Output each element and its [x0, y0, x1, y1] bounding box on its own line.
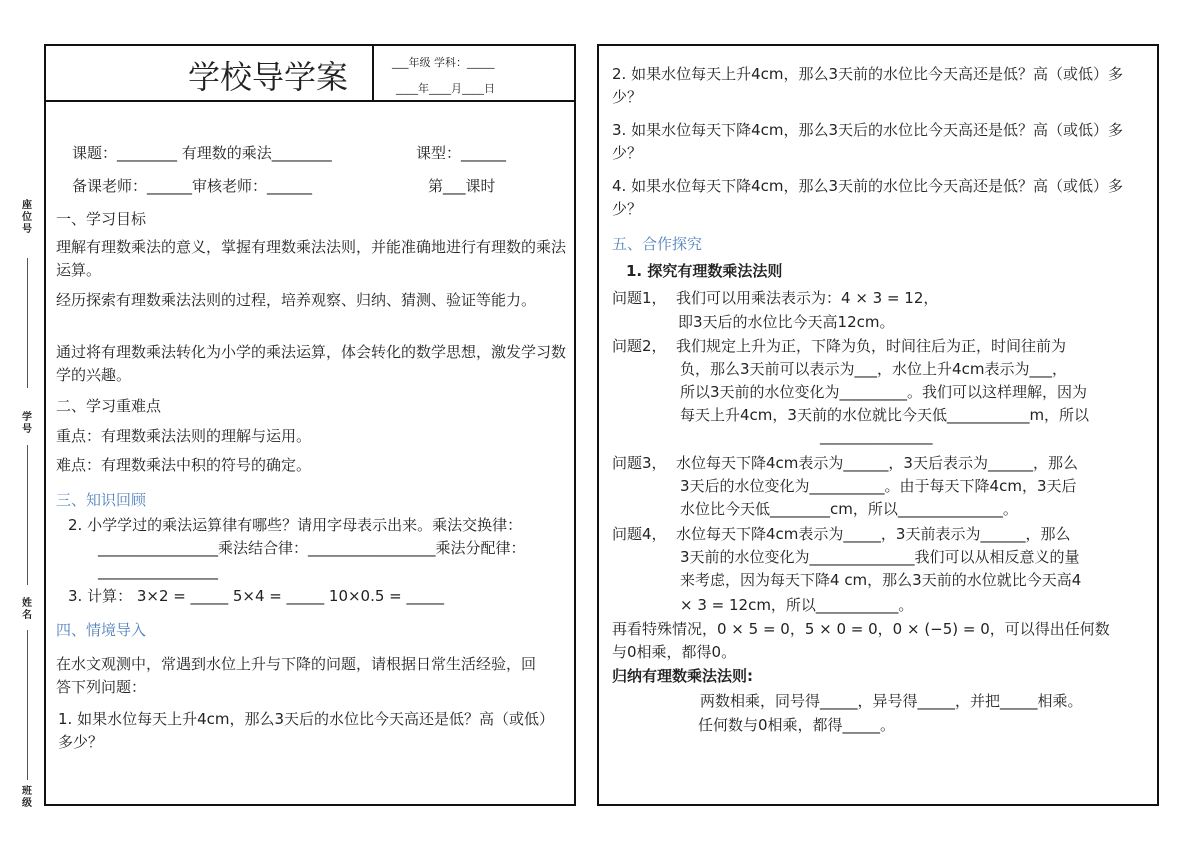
review-item-3: 3. 计算： 3×2 = _____ 5×4 = _____ 10×0.5 = _____ [68, 587, 445, 605]
problem-3-label: 问题3， [612, 454, 667, 472]
period-line: 第___课时 [428, 177, 496, 195]
date-line: ____年____月____日 [396, 82, 495, 95]
context-question-3: 3. 如果水位每天下降4cm，那么3天后的水位比今天高还是低？高（或低）多少？ [612, 121, 1124, 162]
problem-3-line-2: 3天后的水位变化为__________。由于每天下降4cm，3天后 [680, 477, 1077, 495]
topic-line: 课题：________ 有理数的乘法________ [72, 144, 332, 162]
rule-line-2: 任何数与0相乘，都得_____。 [698, 716, 896, 734]
goal-paragraph-2: 经历探索有理数乘法法则的过程，培养观察、归纳、猜测、验证等能力。 [56, 291, 537, 309]
class-label: 班级 [22, 786, 32, 809]
problem-2-line-2: 负，那么3天前可以表示为___，水位上升4cm表示为___， [680, 360, 1067, 378]
context-question-2: 2. 如果水位每天上升4cm，那么3天前的水位比今天高还是低？高（或低）多少？ [612, 65, 1124, 106]
lesson-type: 课型：______ [416, 144, 507, 162]
student-number-label: 学号 [22, 412, 32, 435]
problem-1-line-2: 即3天后的水位比今天高12cm。 [678, 313, 895, 331]
section-review-heading: 三、知识回顾 [56, 491, 147, 509]
header-divider [44, 100, 576, 102]
rule-heading: 归纳有理数乘法法则: [612, 667, 753, 685]
key-point: 重点：有理数乘法法则的理解与运用。 [56, 427, 312, 445]
problem-1-label: 问题1， [612, 289, 667, 307]
explore-subheading: 1. 探究有理数乘法法则 [626, 262, 783, 280]
margin-line [27, 630, 28, 780]
name-label: 姓名 [22, 598, 32, 621]
context-question-4: 4. 如果水位每天下降4cm，那么3天前的水位比今天高还是低？高（或低）多少？ [612, 177, 1124, 218]
problem-2-line-1: 我们规定上升为正，下降为负，时间往后为正，时间往前为 [676, 337, 1067, 355]
goal-paragraph-1: 理解有理数乘法的意义，掌握有理数乘法法则，并能准确地进行有理数的乘法运算。 [56, 238, 567, 279]
rule-line-1: 两数相乘，同号得_____，异号得_____，并把_____相乘。 [700, 692, 1083, 710]
problem-4-line-4: × 3 = 12cm，所以___________。 [680, 596, 914, 614]
problem-4-line-3: 来考虑，因为每天下降4 cm，那么3天前的水位就比今天高4 [680, 571, 1082, 589]
problem-3-line-1: 水位每天下降4cm表示为______，3天后表示为______，那么 [676, 454, 1078, 472]
problem-4-label: 问题4， [612, 525, 667, 543]
difficult-point: 难点：有理数乘法中积的符号的确定。 [56, 456, 312, 474]
header-vdivider [372, 44, 374, 102]
seat-number-label: 座位号 [22, 200, 32, 235]
margin-line [27, 445, 28, 585]
section-goals-heading: 一、学习目标 [56, 210, 147, 228]
problem-4-line-1: 水位每天下降4cm表示为_____，3天前表示为______，那么 [676, 525, 1071, 543]
context-question-1: 1. 如果水位每天上升4cm，那么3天后的水位比今天高还是低？高（或低）多少？ [58, 710, 547, 751]
grade-subject-line: ___年级 学科：_____ [392, 56, 495, 69]
problem-3-line-3: 水位比今天低________cm，所以______________。 [680, 500, 1018, 518]
section-context-heading: 四、情境导入 [56, 621, 147, 639]
problem-2-line-3: 所以3天前的水位变化为_________。我们可以这样理解，因为 [680, 383, 1088, 401]
problem-2-line-5: _______________ [820, 427, 933, 445]
margin-line [27, 258, 28, 388]
review-item-2: 2. 小学学过的乘法运算律有哪些？请用字母表示出来。乘法交换律：________________乘法结合律：_________________乘法分配律：________________ [68, 516, 526, 580]
context-intro: 在水文观测中，常遇到水位上升与下降的问题，请根据日常生活经验，回答下列问题： [56, 655, 537, 696]
problem-4-line-2: 3天前的水位变化为______________我们可以从相反意义的量 [680, 548, 1080, 566]
teachers-line: 备课老师：______审核老师：______ [72, 177, 313, 195]
section-key-heading: 二、学习重难点 [56, 397, 162, 415]
school-title: 学校导学案 [188, 58, 349, 96]
section-explore-heading: 五、合作探究 [612, 235, 703, 253]
problem-1-line-1: 我们可以用乘法表示为：4 × 3 = 12， [676, 289, 939, 307]
special-case-line-2: 与0相乘，都得0。 [612, 643, 737, 661]
special-case-line-1: 再看特殊情况，0 × 5 = 0，5 × 0 = 0，0 × (−5) = 0，可以得出任何数 [612, 620, 1110, 638]
problem-2-line-4: 每天上升4cm，3天前的水位就比今天低___________m，所以 [680, 406, 1090, 424]
problem-2-label: 问题2， [612, 337, 667, 355]
goal-paragraph-3: 通过将有理数乘法转化为小学的乘法运算，体会转化的数学思想，激发学习数学的兴趣。 [56, 343, 567, 384]
